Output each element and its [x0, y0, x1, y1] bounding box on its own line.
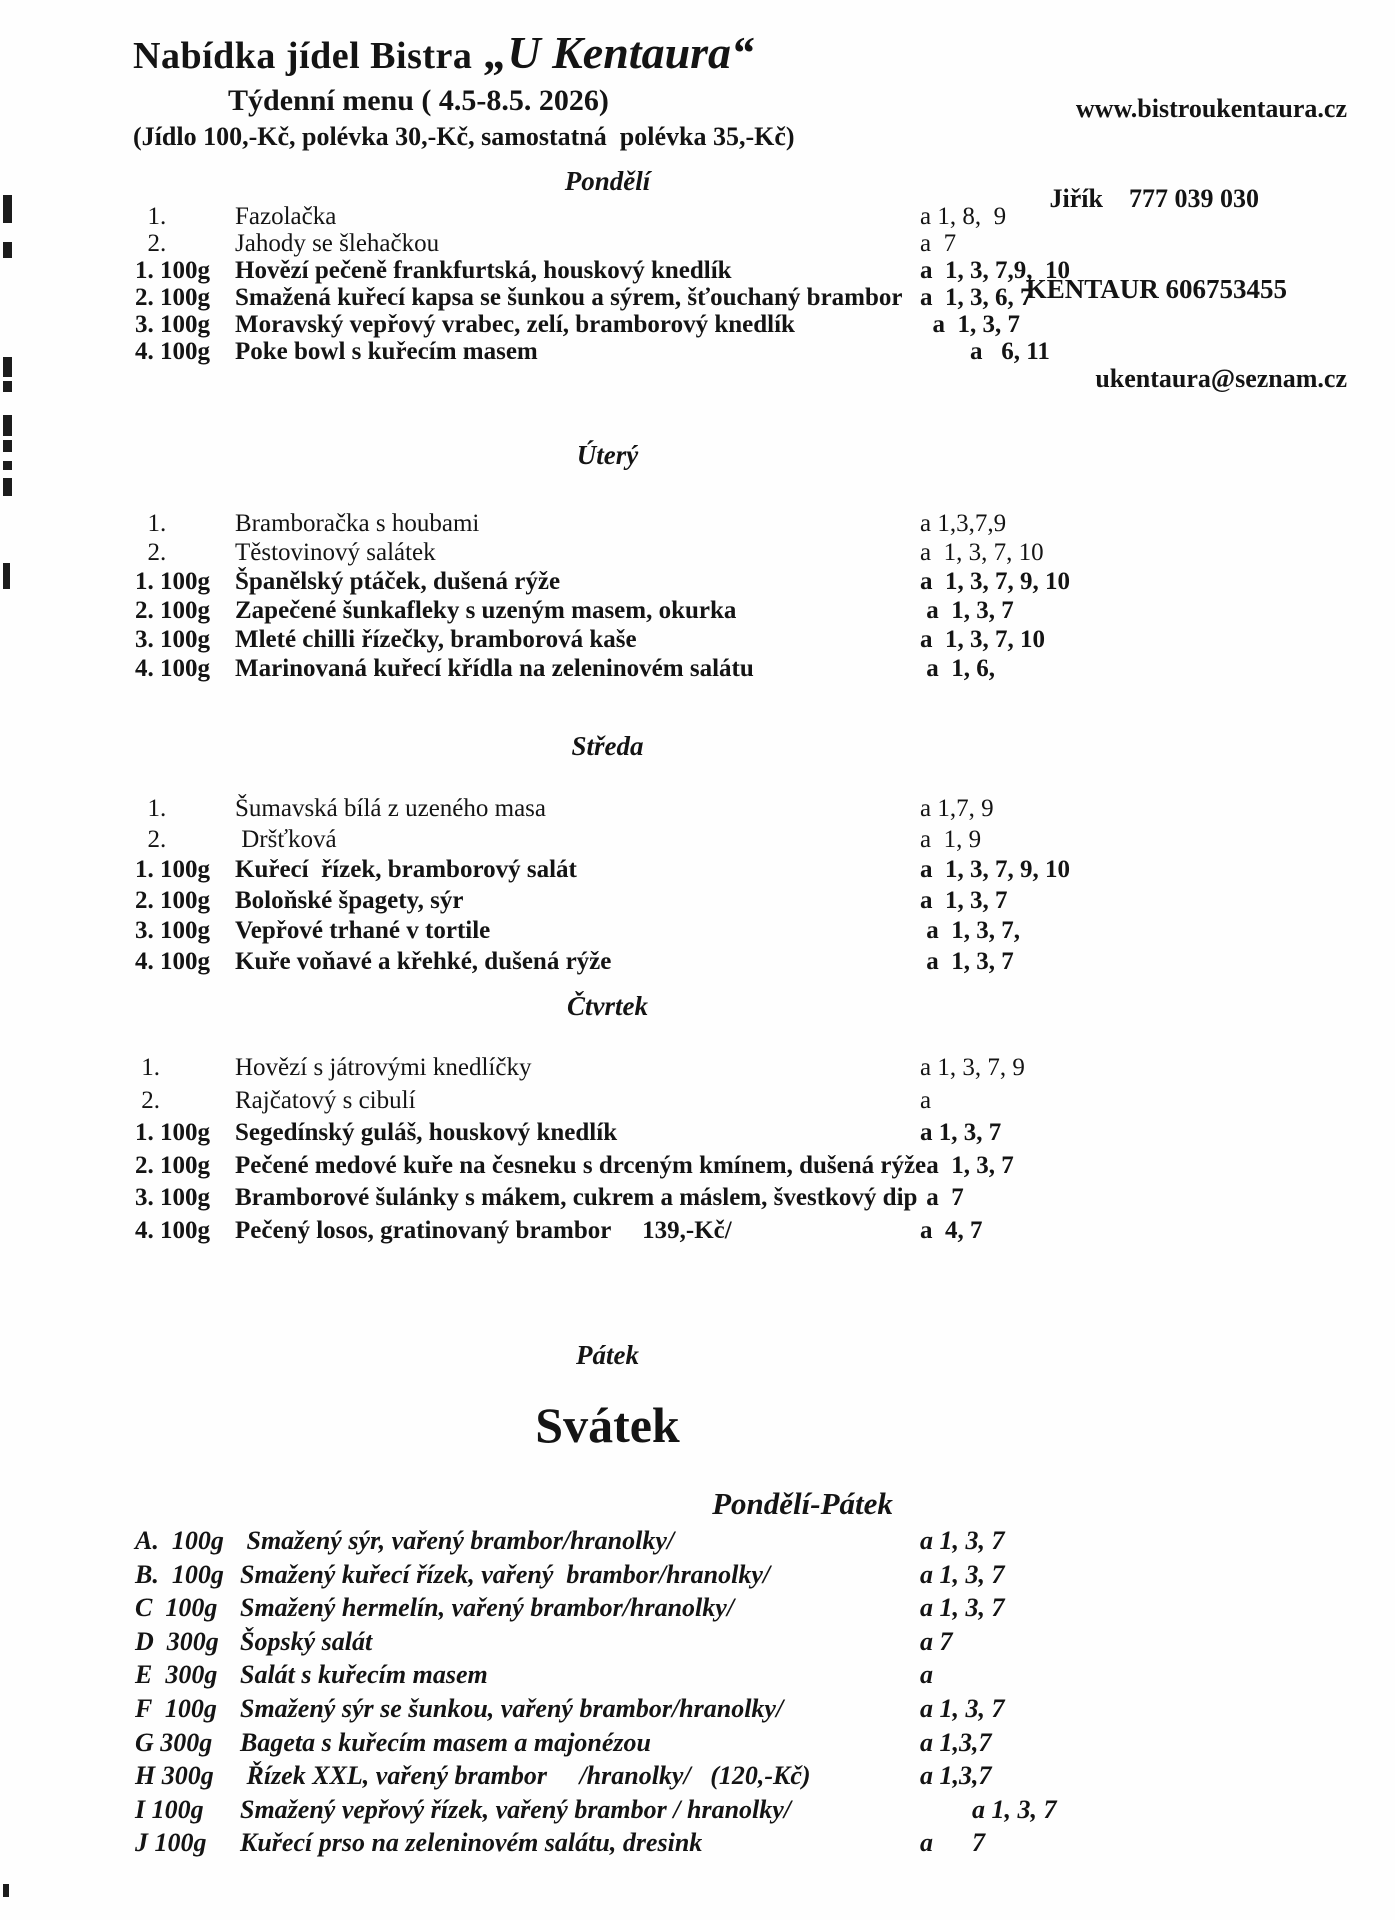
- dish-name: Pečené medové kuře na česneku s drceným kmínem, dušená rýže: [235, 1151, 927, 1179]
- allergen-codes: a: [920, 1086, 932, 1114]
- bistro-title: Nabídka jídel Bistra: [133, 35, 473, 77]
- dish-name: Kuřecí prso na zeleninovém salátu, dresink: [240, 1828, 703, 1858]
- row-label: 3. 100g: [135, 1184, 210, 1211]
- row-label: 2.: [135, 1086, 160, 1114]
- allergen-codes: a 1, 3, 7: [920, 1559, 1005, 1589]
- allergen-codes: a 7: [920, 1828, 985, 1858]
- menu-row: [135, 311, 1080, 338]
- weekly-menu-heading: Týdenní menu ( 4.5-8.5. 2026): [228, 84, 609, 117]
- phone-line-jirik: Jiřík 777 039 030: [1049, 184, 1259, 213]
- row-label: 4. 100g: [135, 1216, 210, 1244]
- allergen-codes: a 1, 9: [920, 825, 982, 853]
- allergen-codes: a 1,3,7: [920, 1727, 992, 1757]
- dish-name: Poke bowl s kuřecím masem: [235, 338, 538, 365]
- row-label: 1.: [135, 510, 167, 537]
- row-label: 3. 100g: [135, 917, 210, 944]
- row-label: G 300g: [135, 1727, 213, 1757]
- allergen-codes: a 1, 3, 7, 10: [920, 539, 1044, 566]
- dish-name: Jahody se šlehačkou: [235, 230, 440, 257]
- dish-name: Pečený losos, gratinovaný brambor 139,-Kč/: [235, 1216, 732, 1244]
- menu-row: [135, 886, 1080, 917]
- menu-row: [135, 1591, 1325, 1625]
- scan-artifact: [3, 242, 12, 258]
- friday-heading: Pátek: [576, 1340, 639, 1370]
- menu-row: [135, 1793, 1325, 1827]
- menu-row: [135, 1759, 1325, 1793]
- scan-artifact: [3, 381, 12, 392]
- day-heading: Úterý: [576, 440, 639, 470]
- dish-name: Těstovinový salátek: [235, 539, 436, 566]
- row-label: 1.: [135, 1054, 160, 1081]
- scan-artifact: [3, 357, 12, 377]
- row-label: 4. 100g: [135, 338, 210, 365]
- allergen-codes: a 1, 3, 7, 10: [920, 626, 1045, 653]
- allergen-codes: a 1, 3, 7: [920, 1593, 1005, 1623]
- dish-name: Šumavská bílá z uzeného masa: [235, 795, 547, 822]
- row-label: 2.: [135, 230, 167, 257]
- menu-row: [135, 625, 1080, 654]
- row-label: 2. 100g: [135, 886, 210, 914]
- allergen-codes: a 1, 3, 7, 9: [920, 1054, 1025, 1081]
- day-rows: [135, 1052, 1080, 1247]
- row-label: E 300g: [135, 1660, 218, 1690]
- menu-row: [135, 257, 1080, 284]
- scan-artifact: [3, 195, 12, 223]
- dish-name: Smažený sýr, vařený brambor/hranolky/: [240, 1526, 675, 1555]
- menu-row: [135, 1658, 1325, 1692]
- section-thursday: [135, 991, 1080, 1247]
- dish-name: Smažený vepřový řízek, vařený brambor / hranolky/: [240, 1794, 792, 1824]
- menu-row: [135, 1726, 1325, 1760]
- allergen-codes: a 1, 8, 9: [920, 203, 1007, 230]
- menu-row: [135, 1558, 1325, 1592]
- dish-name: Vepřové trhané v tortile: [235, 917, 491, 944]
- row-label: 3. 100g: [135, 311, 210, 338]
- dish-name: Bramboračka s houbami: [235, 510, 480, 537]
- allergen-codes: a: [920, 1660, 933, 1690]
- menu-row: [135, 916, 1080, 947]
- row-label: 1. 100g: [135, 1119, 210, 1146]
- row-label: 2. 100g: [135, 597, 210, 624]
- dish-name: Smažený kuřecí řízek, vařený brambor/hranolky/: [240, 1559, 771, 1589]
- dish-name: Šopský salát: [240, 1626, 373, 1656]
- dish-name: Salát s kuřecím masem: [240, 1660, 488, 1690]
- allergen-codes: a 7: [920, 230, 957, 257]
- scan-artifact: [3, 415, 12, 436]
- friday-rows: [135, 1524, 1325, 1860]
- allergen-codes: a 4, 7: [920, 1216, 983, 1244]
- menu-row: [135, 1524, 1325, 1558]
- allergen-codes: a 1, 3, 7: [920, 1693, 1005, 1723]
- price-info-line: (Jídlo 100,-Kč, polévka 30,-Kč, samostatná polévka 35,-Kč): [133, 122, 795, 151]
- email-address: ukentaura@seznam.cz: [1095, 364, 1347, 393]
- day-heading: Čtvrtek: [567, 991, 648, 1021]
- menu-row: [135, 596, 1080, 625]
- row-label: 1.: [135, 203, 167, 230]
- allergen-codes: a 1, 3, 7: [920, 1526, 1005, 1555]
- dish-name: Kuřecí řízek, bramborový salát: [235, 856, 577, 883]
- page-title: [133, 26, 754, 79]
- day-rows: [135, 509, 1080, 683]
- menu-row: [135, 1052, 1080, 1085]
- dish-name: Španělský ptáček, dušená rýže: [235, 568, 561, 595]
- row-label: 1. 100g: [135, 568, 210, 595]
- menu-row: [135, 567, 1080, 596]
- dish-name: Marinovaná kuřecí křídla na zeleninovém salátu: [235, 655, 754, 682]
- scan-artifact: [3, 440, 12, 452]
- row-label: A. 100g: [135, 1526, 224, 1555]
- row-label: 2. 100g: [135, 284, 210, 311]
- menu-row: [135, 855, 1080, 886]
- row-label: C 100g: [135, 1593, 218, 1623]
- dish-name: Mleté chilli řízečky, bramborová kaše: [235, 626, 637, 653]
- dish-name: Bramborové šulánky s mákem, cukrem a máslem, švestkový dip: [235, 1184, 918, 1211]
- row-label: 2. 100g: [135, 1151, 210, 1179]
- menu-row: [135, 509, 1080, 538]
- allergen-codes: a 1,7, 9: [920, 795, 994, 822]
- allergen-codes: a 1, 3, 7,9, 10: [920, 257, 1070, 284]
- menu-row: [135, 1117, 1080, 1150]
- menu-row: [135, 338, 1080, 365]
- dish-name: Fazolačka: [235, 203, 337, 230]
- dish-name: Smažená kuřecí kapsa se šunkou a sýrem, šťouchaný brambor: [235, 284, 903, 311]
- allergen-codes: a 1, 3, 7: [920, 886, 1008, 914]
- menu-row: [135, 1085, 1080, 1118]
- allergen-codes: a 7: [920, 1184, 964, 1211]
- row-label: H 300g: [135, 1761, 214, 1791]
- weekday-range-heading: Pondělí-Pátek: [712, 1486, 893, 1521]
- row-label: I 100g: [135, 1794, 204, 1824]
- holiday-notice: Svátek: [535, 1397, 680, 1453]
- menu-row: [135, 1625, 1325, 1659]
- scan-artifact: [3, 1884, 9, 1897]
- menu-row: [135, 538, 1080, 567]
- row-label: 3. 100g: [135, 626, 210, 653]
- row-label: 4. 100g: [135, 655, 210, 682]
- section-tuesday: [135, 440, 1080, 683]
- allergen-codes: a 1,3,7: [920, 1761, 992, 1791]
- section-wednesday: [135, 731, 1080, 977]
- row-label: 1. 100g: [135, 856, 210, 883]
- menu-row: [135, 1215, 1080, 1248]
- menu-row: [135, 1182, 1080, 1215]
- row-label: D 300g: [135, 1626, 219, 1656]
- menu-row: [135, 1826, 1325, 1860]
- dish-name: Řízek XXL, vařený brambor /hranolky/ (120,-Kč): [240, 1761, 811, 1791]
- menu-row: [135, 794, 1080, 825]
- row-label: 1.: [135, 795, 167, 822]
- row-label: J 100g: [135, 1828, 207, 1858]
- allergen-codes: a 1, 3, 6, 7: [920, 284, 1033, 311]
- allergen-codes: a 1, 3, 7: [920, 597, 1014, 624]
- menu-row: [135, 825, 1080, 856]
- day-heading: Středa: [571, 731, 644, 761]
- dish-name: Hovězí pečeně frankfurtská, houskový knedlík: [235, 257, 732, 284]
- row-label: F 100g: [135, 1693, 217, 1723]
- menu-row: [135, 1692, 1325, 1726]
- section-monday: [135, 166, 1080, 365]
- allergen-codes: a 1, 3, 7: [920, 1794, 1057, 1824]
- website-url: www.bistroukentaura.cz: [1075, 94, 1347, 123]
- allergen-codes: a 7: [920, 1626, 953, 1656]
- row-label: 4. 100g: [135, 947, 210, 975]
- dish-name: Smažený sýr se šunkou, vařený brambor/hranolky/: [240, 1693, 784, 1723]
- phone-line-kentaur: KENTAUR 606753455: [1025, 274, 1287, 304]
- allergen-codes: a 1,3,7,9: [920, 510, 1007, 537]
- dish-name: Moravský vepřový vrabec, zelí, bramborový knedlík: [235, 311, 795, 338]
- scan-artifact: [3, 461, 12, 470]
- day-rows: [135, 794, 1080, 977]
- row-label: 1. 100g: [135, 257, 210, 284]
- allergen-codes: a 1, 3, 7, 9, 10: [920, 568, 1070, 595]
- dish-name: Smažený hermelín, vařený brambor/hranolky/: [240, 1593, 735, 1623]
- day-heading: Pondělí: [564, 166, 651, 196]
- allergen-codes: a 1, 3, 7: [920, 947, 1014, 975]
- menu-row: [135, 947, 1080, 978]
- allergen-codes: a 1, 3, 7, 9, 10: [920, 856, 1070, 883]
- menu-row: [135, 1150, 1080, 1183]
- dish-name: Dršťková: [235, 825, 337, 853]
- allergen-codes: a 1, 3, 7: [920, 1119, 1002, 1146]
- dish-name: Kuře voňavé a křehké, dušená rýže: [235, 947, 612, 975]
- allergen-codes: a 1, 6,: [920, 655, 995, 682]
- dish-name: Hovězí s játrovými knedlíčky: [235, 1054, 532, 1081]
- menu-row: [135, 654, 1080, 683]
- menu-row: [135, 284, 1080, 311]
- allergen-codes: a 6, 11: [920, 338, 1050, 365]
- menu-row: [135, 230, 1080, 257]
- scan-artifact: [3, 478, 12, 496]
- row-label: B. 100g: [135, 1559, 224, 1589]
- allergen-codes: a 1, 3, 7: [920, 1151, 1014, 1179]
- dish-name: Bageta s kuřecím masem a majonézou: [240, 1727, 651, 1757]
- dish-name: Zapečené šunkafleky s uzeným masem, okurka: [235, 597, 737, 624]
- dish-name: Boloňské špagety, sýr: [235, 886, 464, 914]
- dish-name: Segedínský guláš, houskový knedlík: [235, 1119, 618, 1146]
- menu-row: [135, 203, 1080, 230]
- allergen-codes: a 1, 3, 7: [920, 311, 1020, 338]
- row-label: 2.: [135, 825, 167, 853]
- row-label: 2.: [135, 539, 167, 566]
- bistro-name-quote: „U Kentaura“: [484, 27, 755, 78]
- day-rows: [135, 203, 1080, 365]
- scan-artifact: [3, 563, 10, 589]
- allergen-codes: a 1, 3, 7,: [920, 917, 1020, 944]
- dish-name: Rajčatový s cibulí: [235, 1086, 416, 1114]
